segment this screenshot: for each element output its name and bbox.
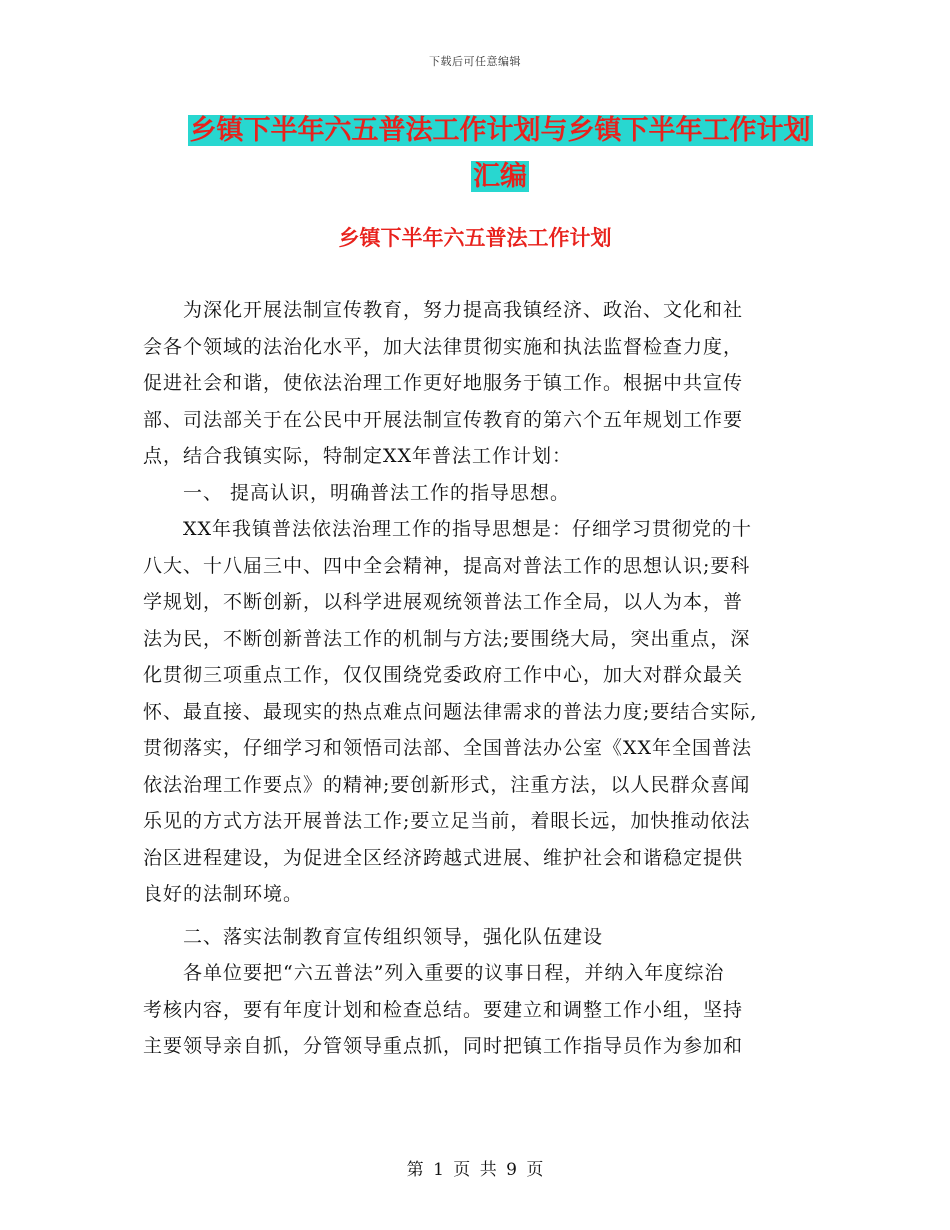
paragraph-line: 点，结合我镇实际，特制定XX年普法工作计划： [143, 445, 573, 467]
paragraph-line: 法为民，不断创新普法工作的机制与方法;要围绕大局，突出重点，深 [143, 627, 751, 650]
paragraph-line: 怀、最直接、最现实的热点难点问题法律需求的普法力度;要结合实际, [143, 700, 758, 723]
page-header: 下载后可任意编辑 [429, 55, 521, 68]
page-footer: 第 1 页 共 9 页 [406, 1160, 544, 1180]
paragraph-line: 八大、十八届三中、四中全会精神，提高对普法工作的思想认识;要科 [143, 554, 751, 577]
section-title: 乡镇下半年六五普法工作计划 [338, 226, 612, 250]
paragraph-line: 良好的法制环境。 [143, 883, 304, 905]
body-text [143, 292, 811, 1065]
paragraph-line: 促进社会和谐，使依法治理工作更好地服务于镇工作。根据中共宣传 [143, 372, 744, 394]
paragraph-line: 治区进程建设，为促进全区经济跨越式进展、维护社会和谐稳定提供 [143, 846, 744, 869]
paragraph-line: XX年我镇普法依法治理工作的指导思想是：仔细学习贯彻党的十 [183, 518, 753, 540]
document-title-line-1: 乡镇下半年六五普法工作计划与乡镇下半年工作计划 [189, 115, 811, 146]
paragraph-line: 各单位要把“六五普法”列入重要的议事日程，并纳入年度综治 [183, 962, 725, 984]
document-title-line-2: 汇编 [473, 161, 527, 192]
paragraph-line: 乐见的方式方法开展普法工作;要立足当前，着眼长远，加快推动依法 [143, 810, 751, 832]
paragraph-line: 部、司法部关于在公民中开展法制宣传教育的第六个五年规划工作要 [143, 408, 744, 431]
heading-line: 一、 提高认识，明确普法工作的指导思想。 [183, 481, 571, 504]
paragraph-line: 考核内容，要有年度计划和检查总结。要建立和调整工作小组，坚持 [143, 998, 744, 1021]
document-title [140, 108, 860, 200]
paragraph-line: 贯彻落实，仔细学习和领悟司法部、全国普法办公室《XX年全国普法 [143, 737, 753, 759]
paragraph-line: 化贯彻三项重点工作，仅仅围绕党委政府工作中心，加大对群众最关 [143, 664, 744, 686]
paragraph-line: 会各个领域的法治化水平，加大法律贯彻实施和执法监督检查力度， [143, 335, 744, 358]
paragraph-line: 依法治理工作要点》的精神;要创新形式，注重方法，以人民群众喜闻 [143, 773, 751, 796]
heading-line: 二、落实法制教育宣传组织领导，强化队伍建设 [183, 925, 604, 948]
paragraph-line: 学规划，不断创新，以科学进展观统领普法工作全局，以人为本，普 [143, 591, 744, 613]
paragraph-line: 为深化开展法制宣传教育，努力提高我镇经济、政治、文化和社 [183, 299, 744, 321]
paragraph-line: 主要领导亲自抓，分管领导重点抓，同时把镇工作指导员作为参加和 [143, 1035, 744, 1057]
